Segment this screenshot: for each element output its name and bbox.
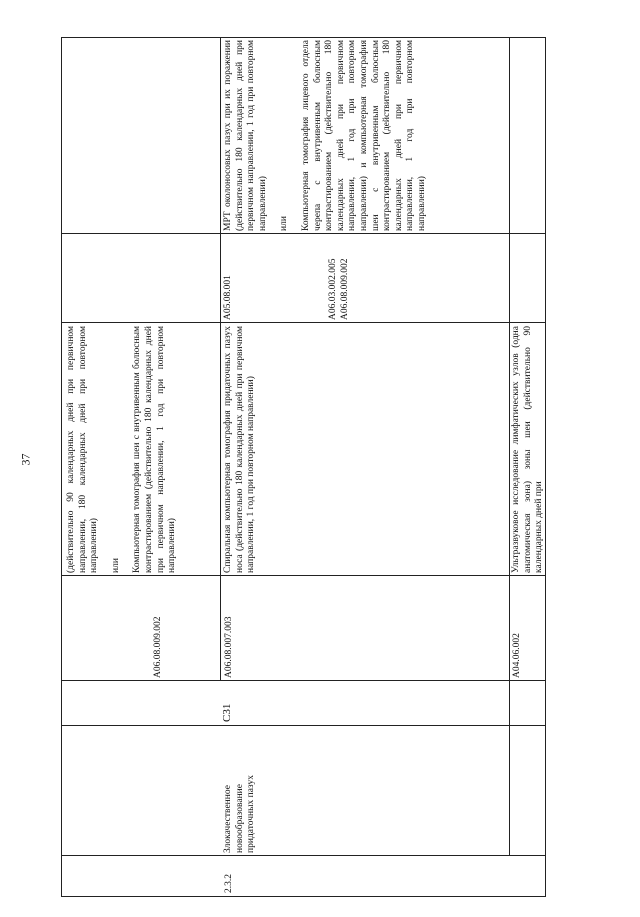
service-top-part2: Компьютерная томография шеи с внутривенным болюсным контрастированием (действительно 180 календарных дней при первичном направлении, 1 год при повторном направлении) xyxy=(132,323,178,573)
alt-service-part1: МРТ околоносовых пазух при их поражении (действительно 180 календарных дней при первичном направлении, 1 год при повторном направлении) xyxy=(223,37,268,231)
alt-codes-cell xyxy=(328,235,351,320)
code-bottom-cell xyxy=(512,578,524,678)
service-bottom: Ультразвуковое исследование лимфатических узлов (одна анатомическая зона) зоны шеи (действительно 90 календарных дней при xyxy=(511,323,545,573)
service-mid: Спиральная компьютерная томография придаточных пазух носа (действительно 180 календарных дней при первичном направлении, 1 год при повторном направлении) xyxy=(223,323,257,573)
code-mid: A06.08.007.003 xyxy=(224,616,234,678)
row-sep xyxy=(509,37,510,856)
col-sep xyxy=(61,575,546,576)
diagnosis-text: Злокачественное новообразование придаточных пазух xyxy=(223,775,257,853)
code-mid-cell xyxy=(224,578,236,678)
alt-code-3: A06.08.009.002 xyxy=(339,258,350,320)
service-mid-cell xyxy=(223,323,258,573)
service-top-or: или xyxy=(110,558,121,573)
alt-code-1-cell xyxy=(223,235,235,320)
service-top-part1: (действительно 90 календарных дней при первичном направлении, 180 календарных дней при повторном направлении) xyxy=(66,323,100,573)
col-sep xyxy=(61,725,546,726)
diagnosis-cell xyxy=(223,729,258,853)
page-number: 37 xyxy=(18,453,33,466)
code-top-cell xyxy=(153,578,165,678)
code-top: A06.08.009.002 xyxy=(153,616,163,678)
table-border-left xyxy=(61,896,546,897)
alt-code-1: A05.08.001 xyxy=(223,275,233,320)
alt-service-part2: Компьютерная томография лицевого отдела черепа с внутривенным болюсным контрастированием (действительно 180 календарных дней при первичном направлении, 1 год при повторном направлении) и компьютерная томография шеи с внутривенным болюсным контрастированием (действительно 180 календарных дней при первичном направлении, 1 год при повторном направлении) xyxy=(300,37,427,231)
medical-standards-table xyxy=(61,37,546,897)
alt-service-or: или xyxy=(279,216,290,231)
service-top-cell xyxy=(66,323,218,573)
service-bottom-cell xyxy=(511,323,545,573)
row-sep xyxy=(220,37,221,681)
col-sep xyxy=(61,855,546,856)
alt-service-cell xyxy=(223,37,507,231)
row-number: 2.3.2 xyxy=(224,874,234,893)
col-sep xyxy=(61,233,546,234)
col-sep xyxy=(61,680,546,681)
code-bottom: A04.06.002 xyxy=(512,633,522,678)
mkb-cell xyxy=(222,682,234,722)
table-border-top xyxy=(61,37,62,897)
alt-code-2: A06.03.002.005 xyxy=(328,258,338,320)
col-sep xyxy=(61,322,546,323)
mkb-code: C31 xyxy=(221,703,233,722)
row-number-cell xyxy=(224,857,236,893)
